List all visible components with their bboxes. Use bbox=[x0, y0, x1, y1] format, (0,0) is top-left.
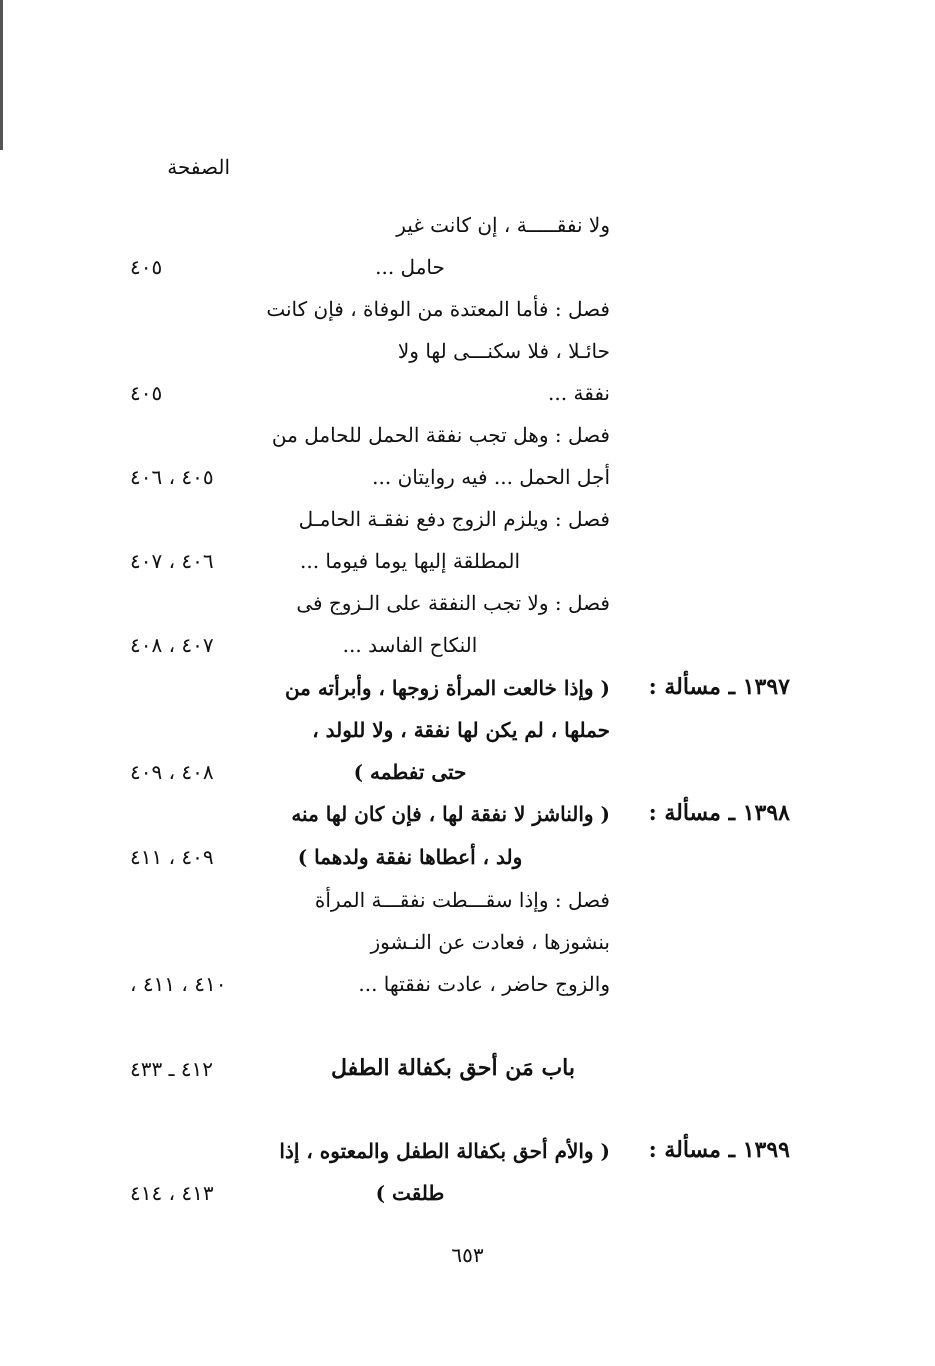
entry-line: حائـلا ، فلا سكنـــى لها ولا bbox=[397, 339, 610, 363]
entry-line: طلقت ) bbox=[375, 1181, 445, 1205]
entry-line: ( وإذا خالعت المرأة زوجها ، وأبرأته من bbox=[284, 676, 610, 700]
page-ref: ٤١٠ ، ٤١١ ، bbox=[130, 972, 227, 996]
entry-line: فصل : وهل تجب نفقة الحمل للحامل من bbox=[271, 423, 610, 447]
entry-line: فصل : ولا تجب النفقة على الـزوج فى bbox=[296, 591, 610, 615]
entry-line: والزوج حاضر ، عادت نفقتها ... bbox=[358, 972, 610, 996]
entry-line: بنشوزها ، فعادت عن النـشوز bbox=[370, 930, 610, 954]
page-ref: ٤٠٥ bbox=[130, 255, 163, 279]
entry-line: حتى تفطمه ) bbox=[353, 760, 467, 784]
entry-line: فصل : ويلزم الزوج دفع نفقـة الحامـل bbox=[298, 507, 610, 531]
page-ref: ٤٠٦ ، ٤٠٧ bbox=[130, 549, 214, 573]
binding-edge-line bbox=[0, 0, 3, 150]
page-ref: ٤٠٥ bbox=[130, 381, 163, 405]
entry-line: فصل : وإذا سقـــطت نفقـــة المرأة bbox=[314, 888, 610, 912]
page-ref: ٤٠٨ ، ٤٠٩ bbox=[130, 760, 214, 784]
entry-line: نفقة ... bbox=[548, 381, 610, 405]
entry-line: أجل الحمل ... فيه روايتان ... bbox=[372, 465, 610, 489]
issue-number-label: ١٣٩٨ ـ مسألة : bbox=[648, 800, 790, 826]
entry-line: حملها ، لم يكن لها نفقة ، ولا للولد ، bbox=[312, 718, 610, 742]
page-number: ٦٥٣ bbox=[451, 1243, 484, 1267]
entry-line: النكاح الفاسد ... bbox=[342, 633, 478, 657]
entry-line: ولا نفقـــــة ، إن كانت غير bbox=[396, 213, 610, 237]
page-ref: ٤٠٩ ، ٤١١ bbox=[130, 845, 214, 869]
issue-number-label: ١٣٩٧ ـ مسألة : bbox=[648, 674, 790, 700]
page-column-header: الصفحة bbox=[167, 155, 230, 179]
page-ref: ٤٠٥ ، ٤٠٦ bbox=[130, 465, 214, 489]
entry-line: المطلقة إليها يوما فيوما ... bbox=[299, 549, 521, 573]
entry-line: ولد ، أعطاها نفقة ولدهما ) bbox=[297, 845, 523, 869]
entry-line: ( والأم أحق بكفالة الطفل والمعتوه ، إذا bbox=[279, 1139, 610, 1163]
page-ref: ٤٠٧ ، ٤٠٨ bbox=[130, 633, 214, 657]
issue-number-label: ١٣٩٩ ـ مسألة : bbox=[648, 1137, 790, 1163]
page-ref: ٤١٢ ـ ٤٣٣ bbox=[130, 1057, 214, 1081]
entry-line: فصل : فأما المعتدة من الوفاة ، فإن كانت bbox=[266, 297, 610, 321]
entry-line: ( والناشز لا نفقة لها ، فإن كان لها منه bbox=[291, 802, 610, 826]
chapter-title: باب مَن أحق بكفالة الطفل bbox=[330, 1055, 575, 1081]
entry-line: حامل ... bbox=[375, 255, 445, 279]
page-ref: ٤١٣ ، ٤١٤ bbox=[130, 1181, 214, 1205]
